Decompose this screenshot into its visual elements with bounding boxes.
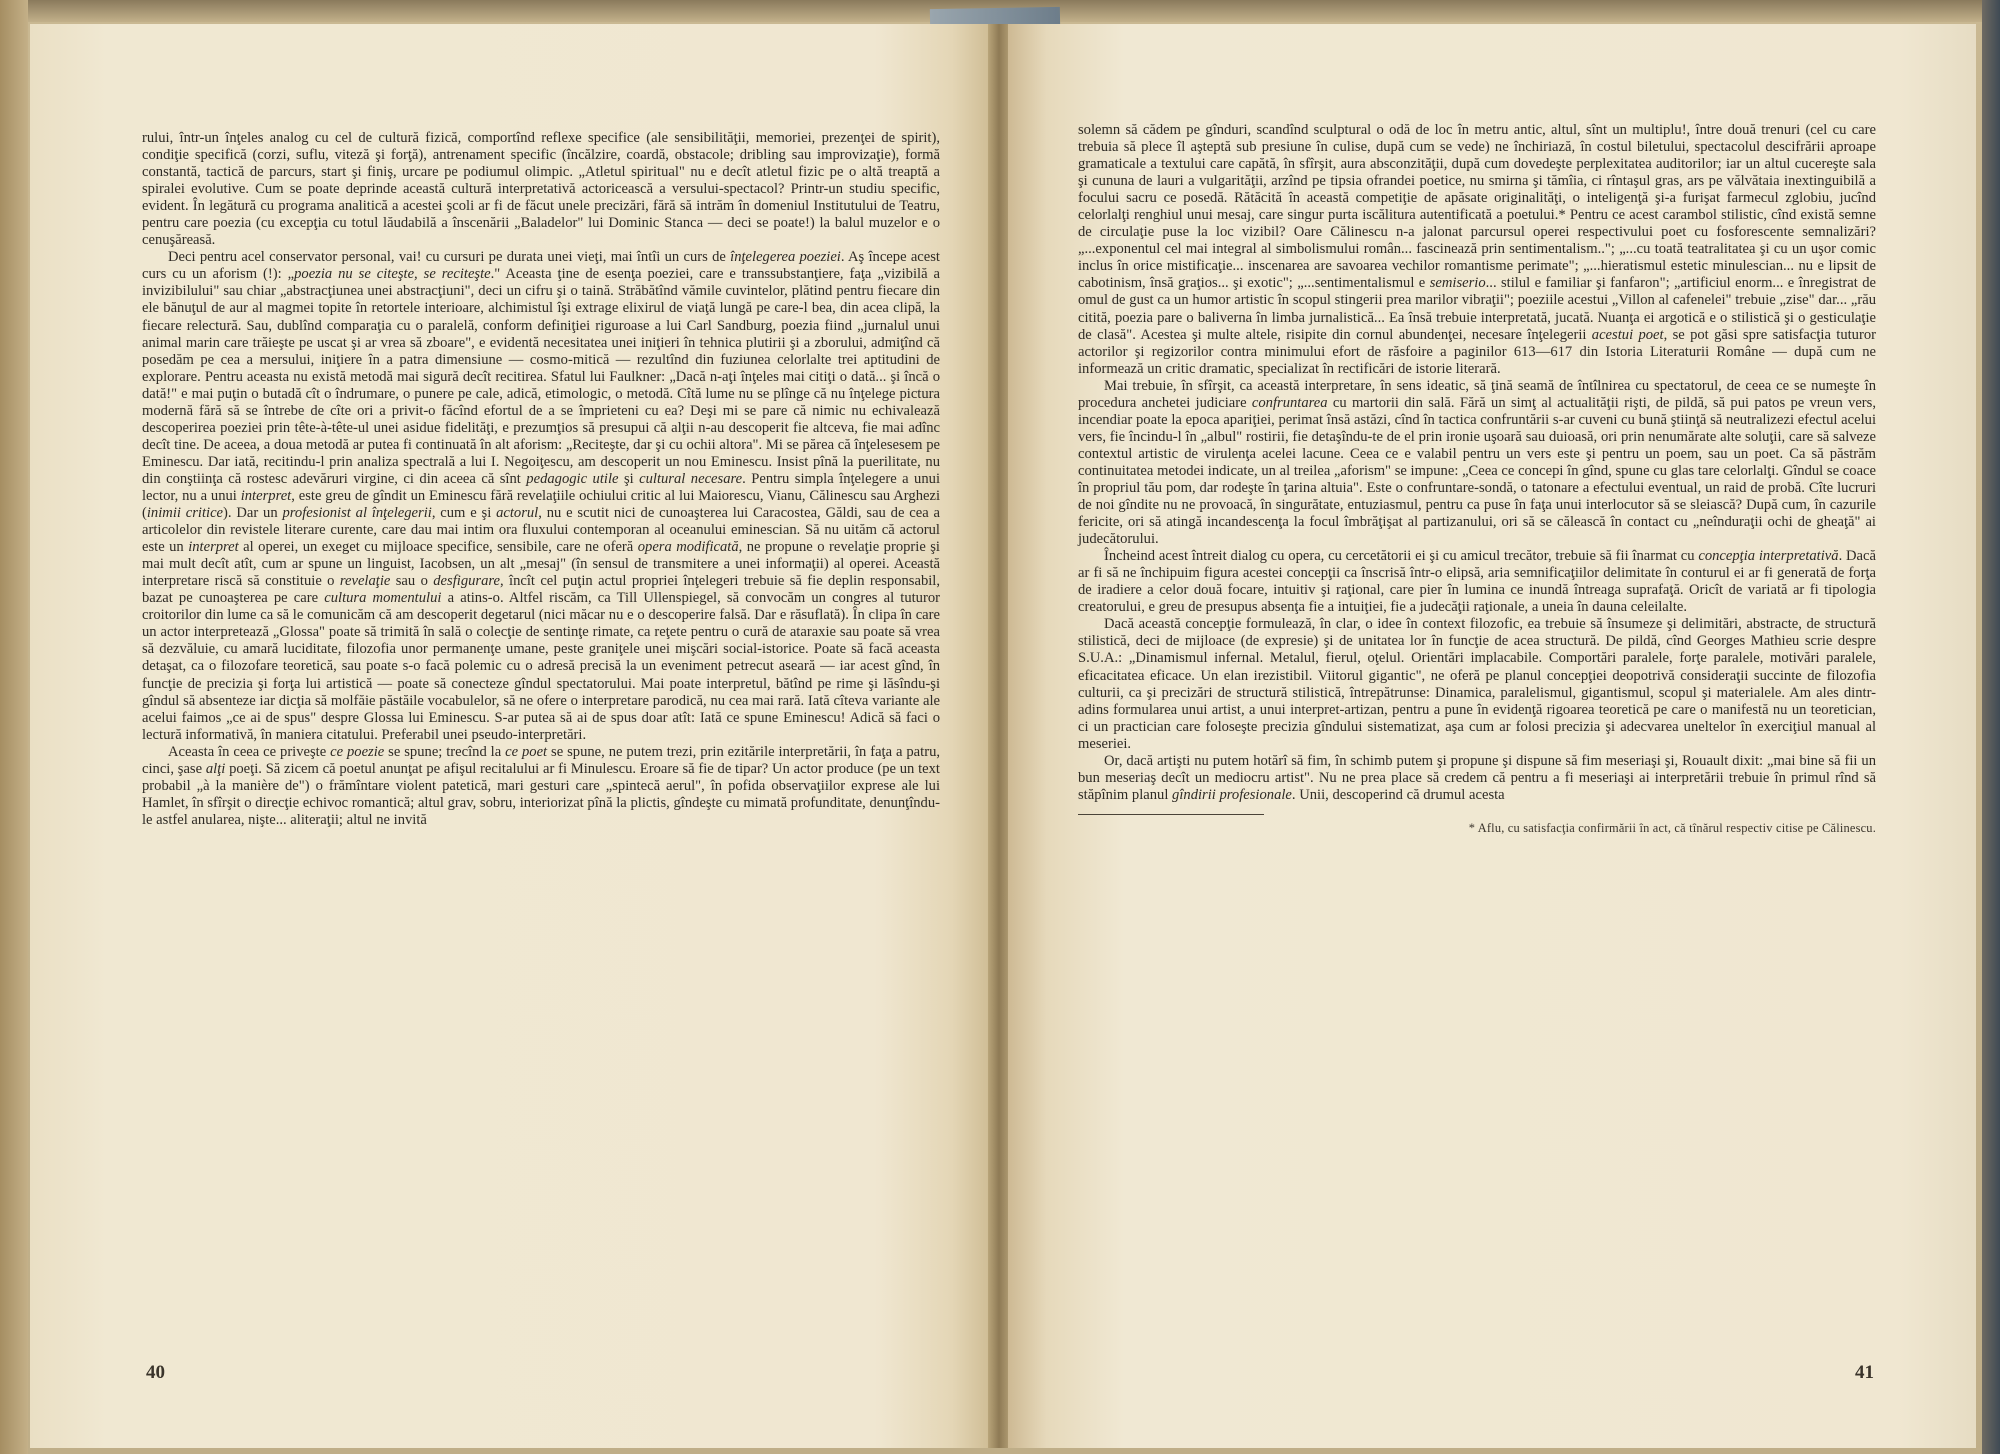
emphasized-text: pedagogic utile <box>526 470 619 487</box>
paragraph <box>1078 753 1876 804</box>
text-run: , se pot găsi spre satisfacţia tuturor actorilor şi regizorilor contra minimului efort de răsfoire a paginilor 613—617 din Istoria Literaturii Române — după cum ne informează un critic dramatic, specializat în rectificări de istorie literară. <box>1078 326 1876 377</box>
text-run: cu martorii din sală. Fără un simţ al actualităţii rişti, de pildă, să pui patos pe vreun vers, incendiar poate la epoca apariţiei, perimat însă astăzi, cînd în tactica confruntării s-ar cuveni cu bună ştiinţă să neutralizezi efectul acelui vers, fie încindu-l în „albul" rostirii, fie detaşîndu-te de el prin ironie uşoară sau duioasă, ori prin nenumărate alte soluţii, care să salveze contextul artistic de virulenţa acelei lacune. Ceea ce e valabil pentru un vers este şi pentru un poem, sau un poet. Ca să păstrăm continuitatea metodei indicate, un al treilea „aforism" se impune: „Ceea ce concepi în gînd, spune cu glas tare celorlalţi. Gîndul se coace în propriul tău pom, dar rodeşte în ţarina altuia". Este o confruntare-sondă, o tatonare a efectului eventual, un raid de probă. Cîte lucruri de noi gîndite nu ne provoacă, în singurătate, entuziasmul, pentru ca puse în faţa unui interlocutor să se sleiască? După cum, în cazurile fericite, ori să atingă incandescenţa la focul îmbrăţişat al partizanului, ori să se călească în contact cu „neînduraţii ochi de gheaţă" ai judecătorului. <box>1078 394 1876 548</box>
emphasized-text: actorul <box>496 505 539 522</box>
paragraph <box>1078 122 1876 378</box>
emphasized-text: cultura momentului <box>324 590 442 607</box>
text-run: a atins-o. Altfel riscăm, ca Till Ullenspiegel, să convocăm un congres al tuturor croitorilor din lume ca să le comunicăm că am descoperit degetarul (nici măcar nu e o descoperire falsă. Dar e răsuflată). În clipa în care un actor interpretează „Glossa" poate să trimită în sală o colecţie de sentinţe rimate, ca reţete pentru o cură de ataraxie sau poate să vrea să dezvăluie, cu amară luciditate, filozofia unor permanenţe umane, peste graniţele unei mişcări social-istorice. Poate să facă aceasta detaşat, ca o filozofare teoretică, sau poate s-o facă polemic cu o adresă precisă la un eveniment petrecut aseară — iar acest gînd, în funcţie de precizia şi forţa lui artistică — poate să conecteze gîndul spectatorului. Mai poate interpretul, bătînd pe rime şi lăsîndu-şi gîndul să absenteze iar dicţia să molfăie păstăile vocabulelor, să ne ofere o interpretare parodică, nu cea mai rară. Iată cîteva variante ale acelui faimos „ce ai de spus" despre Glossa lui Eminescu. S-ar putea să ai de spus doar atît: Iată ce spune Eminescu! Adică să faci o lectură informativă, în maniera citatului. Preferabil unei pseudo-interpretări. <box>142 590 940 743</box>
text-run: , ne propune o revelaţie proprie şi mai mult decît atît, cum ar spune un linguist, Iacobsen, un alt „mesaj" (în sensul de transmitere a unei informaţii) al operei. Această interpretare riscă să constituie o <box>142 539 940 590</box>
text-run: . Pentru simpla înţelegere a unui lector, nu a unui <box>142 470 941 504</box>
emphasized-text: semiserio <box>1429 275 1486 292</box>
paragraph <box>1078 548 1876 616</box>
paragraph <box>142 130 940 249</box>
footnote-rule <box>1078 814 1264 815</box>
emphasized-text: revelaţie <box>339 573 391 590</box>
text-run: Încheind acest întreit dialog cu opera, cu cercetătorii ei şi cu amicul trecător, trebuie să fii înarmat cu <box>1104 548 1699 565</box>
text-run: Or, dacă artişti nu putem hotărî să fim, în schimb putem şi propune şi dispune să fim meseriaşi şi, Rouault dixit: „mai bine să fii un bun meseriaş decît un mediocru artist". Nu ne prea place să credem că pentru a fi meseriaşi ai interpretării trebuie în primul rînd să stăpînim planul <box>1078 752 1876 803</box>
emphasized-text: poezia nu se citeşte, se reciteşte <box>294 266 491 283</box>
text-run: ... stilul e familiar şi fanfaron"; „artificiul enorm... e înregistrat de omul de gust ca un humor artistic în scopul stingerii prea marilor vibraţii"; poeziile acestui „Villon al cafenelei" trebuie „zise" dar... „rău citită, poezia pare o baliverna în limba jurnalistică... Ea însă trebuie interpretată, jucată. Nuanţa ei argotică e o stilistică şi o gesticulaţie de clasă". Acestea şi multe altele, risipite din cornul abundenţei, necesare înţelegerii <box>1078 275 1876 343</box>
emphasized-text: ce poet <box>505 743 548 760</box>
emphasized-text: desfigurare <box>433 573 500 590</box>
footnote: * Aflu, cu satisfacţia confirmării în act, că tînărul respectiv citise pe Călinescu. <box>1468 820 1876 835</box>
text-run: Mai trebuie, în sfîrşit, ca această interpretare, în sens ideatic, să ţină seamă de întîlnirea cu spectatorul, de ceea ce se numeşte în procedura anchetei judiciare <box>1078 377 1876 411</box>
page-number-left: 40 <box>146 1362 165 1383</box>
emphasized-text: inimii critice <box>146 505 224 522</box>
text-run: Dacă această concepţie formulează, în clar, o idee în context filozofic, ea trebuie să însumeze şi delimitări, abstracte, de structură stilistică, deci de mijloace (de expresie) şi de unitatea lor în funcţie de acea structură. De pildă, cînd Georges Mathieu scrie despre S.U.A.: „Dinamismul infernal. Metalul, fierul, oţelul. Orientări implacabile. Comportări paralele, forţe paralele, motivări paralele, eficacitatea eficace. Un elan irezistibil. Viitorul gigantic", ne oferă pe planul concepţiei deopotrivă consideraţii succinte de filozofia culturii, ca şi precizări de structură stilistică, întrepătrunse: Dinamica, paralelismul, gigantismul, scopul şi materialele. Am ales dintr-adins formularea unui artist, a unui interpret-artizan, pentru a pune în evidenţă rigoarea teoretică pe care o manifestă nu un teoretician, ci un practician care foloseşte precizia gîndului sistematizat, aşa cum ar folosi precizia şi adecvarea uneltelor în exerciţiul manual al meseriei. <box>1078 616 1876 752</box>
right-page-text <box>1078 122 1876 804</box>
text-run: , încît cel puţin actul propriei înţelegeri trebuie să fie deplin responsabil, bazat pe cunoaşterea pe care <box>142 573 941 607</box>
book-gutter <box>988 24 1010 1448</box>
text-run: . Unii, descoperind că drumul acesta <box>1291 786 1505 803</box>
left-page-text <box>142 130 940 829</box>
emphasized-text: alţi <box>205 760 226 777</box>
book-cover-edge <box>1982 0 2000 1454</box>
left-page <box>30 24 990 1448</box>
emphasized-text: opera modificată <box>637 539 739 556</box>
emphasized-text: înţelegerea poeziei <box>730 249 841 266</box>
emphasized-text: acestui poet <box>1591 326 1664 343</box>
paragraph <box>142 744 940 829</box>
book-left-edge <box>0 0 28 1454</box>
text-run: Aceasta în ceea ce priveşte <box>168 743 331 760</box>
emphasized-text: cultural necesare <box>639 470 743 487</box>
text-run: solemn să cădem pe gînduri, scandînd sculptural o odă de loc în metru antic, altul, sînt un multiplu!, între două trenuri (cel cu care trebuia să plece îl aşteptă sub presiune în culise, după cum se vede) ne închiriază, în costul biletului, spectacolul descifrării aproape gramaticale a textului care capătă, în sfîrşit, aura absconzităţii, după cum dovedeşte perplexitatea auditorilor; iar un altul cucereşte sala şi cununa de lauri a vulgarităţii, arzînd pe tipsia ofrandei poetice, nu smirna şi tămîia, ci rîntaşul gras, ars pe vălvătaia inextinguibilă a focului sacru ce posedă. Rătăcită în această competiţie de apăsate originalităţi, o inteligenţă şi-a furişat farmecul zglobiu, jucînd celorlalţi renghiul unui mesaj, care singur purta iscălitura autentificată a poetului.* Pentru ce acest carambol stilistic, cînd există semne de circulaţie puse la loc vizibil? Oare Călinescu n-a jalonat parcursul operei respectivului poet cu fosforescente semnalizări? „...exponentul cel mai integral al simbolismului român... fascinează prin sentimentalism.."; „...cu toată teatralitatea şi cu un uşor comic inclus în orice mistificaţie... inscenarea are savoarea vechilor romantisme perimate"; „...hieratismul estetic minulescian... nu e lipsit de cabotinism, însă graţios... şi exotic"; „...sentimentalismul e <box>1078 122 1876 292</box>
page-number-right: 41 <box>1855 1362 1874 1383</box>
paragraph <box>142 249 940 743</box>
emphasized-text: gîndirii profesionale <box>1172 786 1292 803</box>
text-run: , este greu de gîndit un Eminescu fără revelaţiile ochiului critic al lui Maiorescu, Vianu, Călinescu sau Arghezi ( <box>142 487 940 522</box>
text-run: poeţi. Să zicem că poetul anunţat pe afişul recitalului ar fi Minulescu. Eroare să fie de tipar? Un actor produce (pe un text probabil „à la manière de") o frămîntare violent patetică, mari gesturi care „spintecă aerul", în pofida observaţiilor exprese ale lui Hamlet, în sfîrşit o direcţie echivoc romantică; altul grav, sobru, interiorizat pînă la plictis, gîndeşte cu mimată profunditate, denunţîndu-le astfel anularea, nişte... aliteraţii; altul ne invită <box>142 760 940 828</box>
paragraph <box>1078 378 1876 548</box>
emphasized-text: interpret <box>188 539 239 556</box>
text-run: şi <box>618 470 640 487</box>
text-run: ." Aceasta ţine de esenţa poeziei, care e transsubstanţiere, faţa „vizibilă a invizibilului" sau chiar „abstracţiunea unei abstracţiuni", deci un cifru şi o taină. Străbătînd vămile cuvintelor, plătind pentru fiecare din ele bănuţul de aur al magmei topite în retortele interioare, alchimistul îşi extrage elixirul de viaţă lungă pe care-l bea, din acea clipă, la fiecare relectură. Sau, dublînd comparaţia cu o paralelă, conform definiţiei riguroase a lui Carl Sandburg, poezia fiind „jurnalul unui animal marin care trăieşte pe uscat şi ar vrea să zboare", e evidentă necesitatea unei iniţieri în tehnica plutirii şi a zborului, admiţînd că posedăm pe cea a mersului, iniţiere în a patra dimensiune — cosmo-mitică — rezultînd din fuziunea celorlalte trei aptitudini de explorare. Pentru aceasta nu există metodă mai sigură decît recitirea. Sfatul lui Faulkner: „Dacă n-aţi înţeles mai citiţi o dată... şi încă o dată!" e mai puţin o butadă cît o îndrumare, o punere pe cale, adică, etimologic, o metodă. Cîtă lume nu se plînge că nu înţelege pictura modernă fără să se întrebe de cîte ori a privit-o făcînd efortul de a se împrieteni cu ea? Deşi mi se pare că nimic nu echivalează descoperirea poeziei prin tête-à-tête-ul unei asidue fidelităţi, e prezumţios să presupui că alţii n-au descoperit fie altceva, fie mai adînc decît tine. De aceea, a doua metodă ar putea fi continuată în alt aforism: „Reciteşte, dar şi cu ochii altora". Mi se părea că înţelesesem pe Eminescu. Dar iată, recitindu-l prin analiza spectrală a lui I. Negoiţescu, am descoperit un nou Eminescu. Insist pînă la puerilitate, nu din conştiinţa că rostesc adevăruri virgine, ci din aceea că sînt <box>142 266 940 487</box>
text-run: al operei, un exeget cu mijloace specifice, sensibile, care ne oferă <box>238 539 638 556</box>
emphasized-text: confruntarea <box>1251 394 1328 411</box>
text-run: rului, într-un înţeles analog cu cel de cultură fizică, comportînd reflexe specifice (ale sensibilităţii, memoriei, prezenţei de spirit), condiţie specifică (corzi, suflu, viteză şi forţă), antrenament specific (încălzire, coardă, obstacole; dribling sau improvizaţie), formă constantă, tactică de parcurs, start şi finiş, urcare pe podiumul olimpic. „Atletul spiritual" nu e decît atletul fizic pe o altă treaptă a spiralei evolutive. Cum se poate deprinde această cultură interpretativă actoricească a versului-spectacol? Printr-un studiu specific, evident. În legătură cu programa analitică a acestei şcoli ar fi de făcut unele precizări, fără să intrăm în domeniul Institutului de Teatru, pentru care poezia (cu excepţia cu totul lăudabilă a înscenării „Baladelor" lui Dominic Stanca — deci se poate!) la balul muzelor e o cenuşăreasă. <box>142 130 940 249</box>
emphasized-text: interpret <box>240 487 292 504</box>
text-run: Deci pentru acel conservator personal, vai! cu cursuri pe durata unei vieţi, mai întîi un curs de <box>168 249 731 266</box>
paragraph <box>1078 616 1876 752</box>
emphasized-text: profesionist al înţelegerii <box>282 505 432 522</box>
text-run: . Aş începe acest curs cu un aforism (!): „ <box>142 249 940 283</box>
emphasized-text: concepţia interpretativă <box>1698 548 1839 565</box>
text-run: ). Dar un <box>223 505 283 522</box>
right-page <box>1008 24 1976 1448</box>
text-run: , cum e şi <box>431 505 497 522</box>
text-run: se spune; trecînd la <box>384 743 506 760</box>
emphasized-text: ce poezie <box>330 743 385 760</box>
text-run: , nu e scutit nici de cunoaşterea lui Caracostea, Găldi, sau de cea a articolelor din revistele literare curente, care dau mai intim ora fluxului contemporan al oceanului eminescian. Să nu uităm că actorul este un <box>142 505 940 556</box>
text-run: sau o <box>390 573 434 590</box>
text-run: . Dacă ar fi să ne închipuim figura acestei concepţii ca înscrisă într-o elipsă, aria semnificaţiilor delimitate în conturul ei ar fi generată de forţa de iradiere a celor două focare, intuitiv şi raţional, care pier în lumina ce inundă întreaga suprafaţă. Oricît de variată ar fi tipologia creatorului, e greu de presupus absenţa fie a intuiţiei, fie a judecăţii raţionale, a uneia în dauna celeilalte. <box>1078 548 1876 616</box>
text-run: se spune, ne putem trezi, prin ezitările interpretării, în faţa a patru, cinci, şase <box>142 743 941 777</box>
